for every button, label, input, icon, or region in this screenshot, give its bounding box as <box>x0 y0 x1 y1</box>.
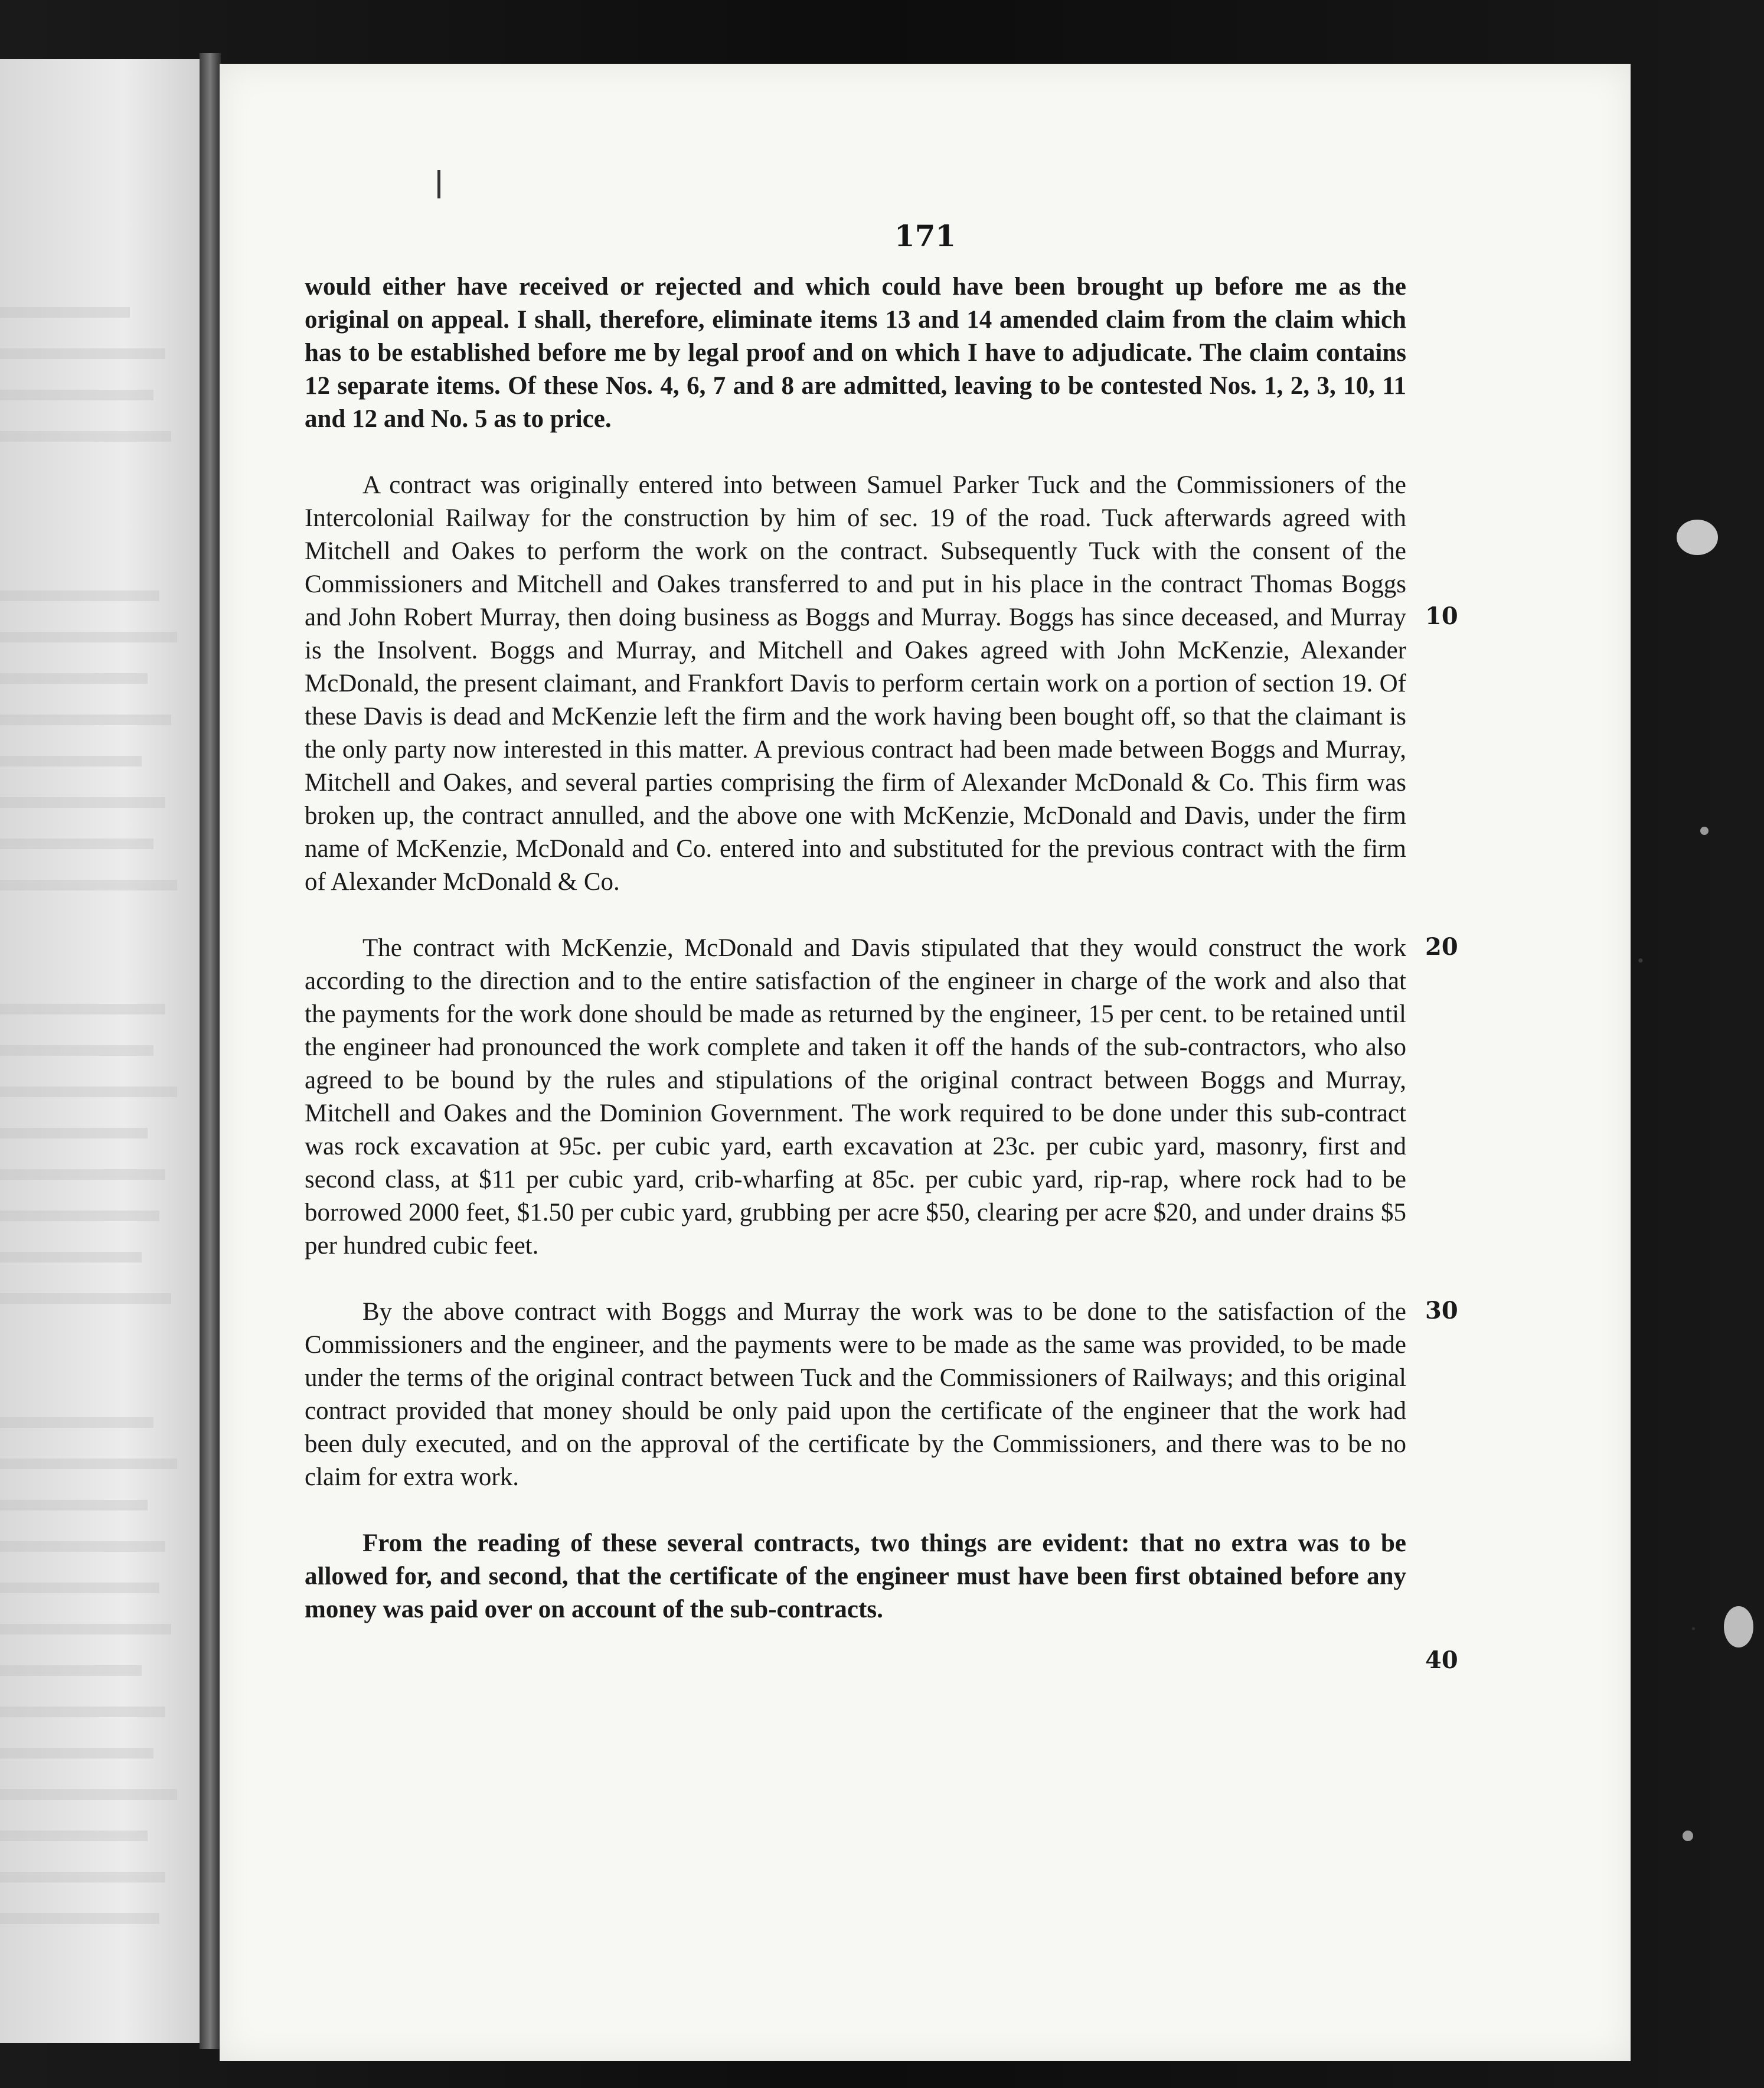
faded-text-line <box>0 348 165 359</box>
line-number-30: 30 <box>1425 1297 1458 1324</box>
scan-artifact <box>1724 1606 1753 1647</box>
document-page <box>220 64 1631 2061</box>
faded-text-line <box>0 1541 165 1552</box>
faded-text-line <box>0 1872 165 1883</box>
line-number-20: 20 <box>1425 933 1458 961</box>
faded-text-line <box>0 1169 165 1180</box>
faded-text-line <box>0 390 153 400</box>
faded-text-line <box>0 1004 165 1014</box>
faded-text-line <box>0 880 177 890</box>
paragraph-continuation: would either have received or rejected and which could have been brought up before me as the original on appeal. I shall, therefore, eliminate items 13 and 14 amended claim from the claim which has to be established before me by legal proof and on which I have to adjudicate. The claim contains 12 separate items. Of these Nos. 4, 6, 7 and 8 are admitted, leaving to be contested Nos. 1, 2, 3, 10, 11 and 12 and No. 5 as to price. <box>305 273 1406 433</box>
faded-text-line <box>0 1500 148 1510</box>
faded-text-line <box>0 1831 148 1841</box>
scan-artifact <box>1683 1831 1693 1841</box>
paragraph-contract-history: A contract was originally entered into between Samuel Parker Tuck and the Commissioners of the Intercolonial Railway for the construction by him of sec. 19 of the road. Tuck afterwards agreed with Mitchell and Oakes to perform the work on the contract. Subsequently Tuck with the consent of the Commissioners and Mitchell and Oakes transferred to and put in his place in the contract Thomas Boggs and John Robert Murray, then doing business as Boggs and Murray. Boggs has since deceased, and Murray is the Insolvent. Boggs and Murray, and Mitchell and Oakes agreed with John McKenzie, Alexander McDonald, the present claimant, and Frankfort Davis to perform certain work on a portion of section 19. Of these Davis is dead and McKenzie left the firm and the work having been bought off, so that the claimant is the only party now interested in this matter. A previous contract had been made between Boggs and Murray, Mitchell and Oakes, and several parties comprising the firm of Alexander McDonald & Co. This firm was broken up, the contract annulled, and the above one with McKenzie, McDonald and Davis, under the firm name of McKenzie, McDonald and Co. entered into and substituted for the previous contract with the firm of Alexander McDonald & Co. <box>305 471 1406 896</box>
faded-text-line <box>0 1045 153 1056</box>
faded-text-line <box>0 1252 142 1262</box>
faded-text-line <box>0 839 153 849</box>
line-number-10: 10 <box>1425 602 1458 630</box>
margin-mark <box>437 170 440 198</box>
page-number: 171 <box>894 218 956 253</box>
faded-text-line <box>0 673 148 684</box>
faded-text-line <box>0 1293 171 1304</box>
faded-text-line <box>0 797 165 808</box>
faded-text-line <box>0 756 142 766</box>
faded-text-line <box>0 1748 153 1759</box>
paragraph-conclusion: From the reading of these several contracts, two things are evident: that no extra was to be allowed for, and second, that the certificate of the engineer must have been first obtained before any money was paid over on account of the sub-contracts. <box>305 1529 1406 1623</box>
faded-text-line <box>0 1665 142 1676</box>
faded-text-line <box>0 1128 148 1138</box>
scan-artifact <box>1700 827 1709 835</box>
faded-text-line <box>0 1624 171 1634</box>
faded-text-line <box>0 1459 177 1469</box>
paragraph-payment-conditions: By the above contract with Boggs and Murray the work was to be done to the satisfaction of the Commissioners and the engineer, and the payments were to be made as the same was provided, to be made under the terms of the original contract between Tuck and the Commissioners of Railways; and this original contract provided that money should be only paid upon the certificate of the engineer that the work had been duly executed, and on the approval of the certificate by the Commissioners, and there was to be no claim for extra work. <box>305 1298 1406 1491</box>
body-text <box>305 270 1406 1659</box>
faded-text-line <box>0 1707 165 1717</box>
paragraph-subcontract-terms: The contract with McKenzie, McDonald and Davis stipulated that they would construct the work according to the direction and to the entire satisfaction of the engineer in charge of the work and also that the payments for the work done should be made as returned by the engineer, 15 per cent. to be retained until the engineer had pronounced the work complete and taken it off the hands of the sub-contractors, who also agreed to be bound by the rules and stipulations of the original contract between Boggs and Murray, Mitchell and Oakes and the Dominion Government. The work required to be done under this sub-contract was rock excavation at 95c. per cubic yard, earth excavation at 23c. per cubic yard, masonry, first and second class, at $11 per cubic yard, crib-wharfing at 85c. per cubic yard, rip-rap, where rock had to be borrowed 2000 feet, $1.50 per cubic yard, grubbing per acre $50, clearing per acre $20, and under drains $5 per hundred cubic feet. <box>305 934 1406 1260</box>
faded-text-line <box>0 1087 177 1097</box>
faded-text-line <box>0 715 171 725</box>
faded-text-line <box>0 1211 159 1221</box>
line-number-40: 40 <box>1425 1646 1458 1674</box>
faded-text-line <box>0 590 159 601</box>
faded-text-line <box>0 1913 159 1924</box>
faded-text-line <box>0 1789 177 1800</box>
facing-page-fragment <box>0 59 207 2043</box>
faded-text-line <box>0 632 177 642</box>
faded-text-line <box>0 431 171 442</box>
faded-text-line <box>0 1417 153 1428</box>
faded-text-line <box>0 1583 159 1593</box>
scan-artifact <box>1677 520 1718 555</box>
faded-text-line <box>0 307 130 318</box>
book-spine-shadow <box>200 53 221 2049</box>
